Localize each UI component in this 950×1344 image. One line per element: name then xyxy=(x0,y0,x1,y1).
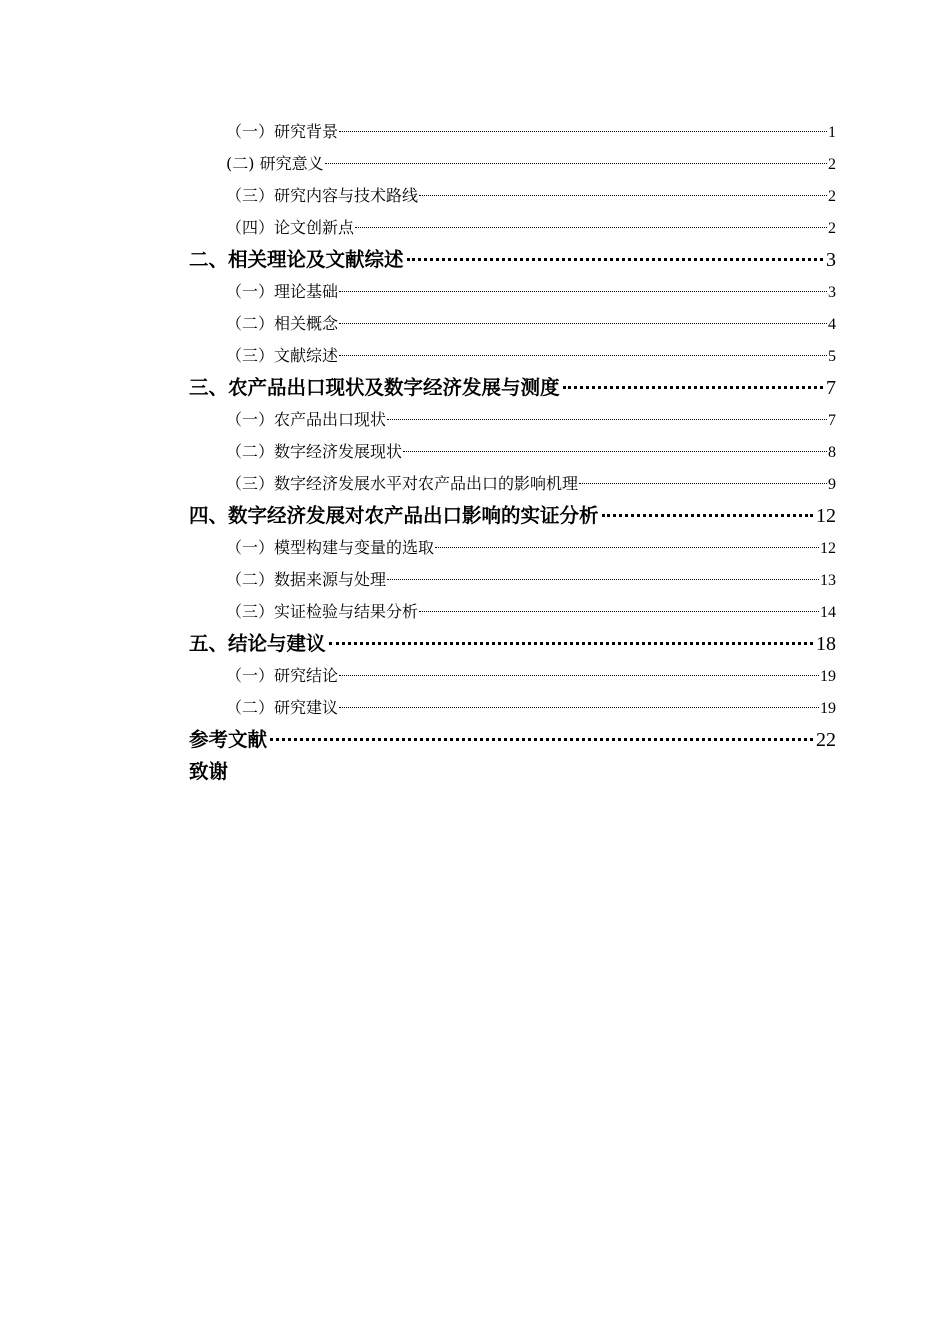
toc-section-title: （二）数据来源与处理 xyxy=(226,570,387,589)
toc-section-title: (二) 研究意义 xyxy=(226,154,324,173)
toc-dot-leader xyxy=(407,258,823,261)
toc-page-number: 13 xyxy=(820,572,836,589)
toc-dot-leader xyxy=(403,451,827,452)
toc-section-entry[interactable] xyxy=(189,340,836,372)
toc-section-title: （二）数字经济发展现状 xyxy=(226,442,403,461)
toc-chapter-entry[interactable] xyxy=(189,244,836,276)
toc-section-entry[interactable] xyxy=(189,116,836,148)
toc-section-title: （一）农产品出口现状 xyxy=(226,410,387,429)
toc-chapter-title: 三、农产品出口现状及数字经济发展与测度 xyxy=(189,376,560,399)
toc-dot-leader xyxy=(339,323,827,324)
toc-section-title: （一）模型构建与变量的选取 xyxy=(226,538,435,557)
toc-dot-leader xyxy=(563,386,823,389)
toc-dot-leader xyxy=(339,675,819,676)
toc-chapter-title: 参考文献 xyxy=(189,728,268,751)
toc-page-number: 14 xyxy=(820,604,836,621)
toc-chapter-title: 二、相关理论及文献综述 xyxy=(189,248,404,271)
toc-page-number: 19 xyxy=(820,700,836,717)
toc-page-number: 7 xyxy=(826,377,836,399)
toc-section-title: （三）文献综述 xyxy=(226,346,339,365)
toc-page-number: 1 xyxy=(828,124,836,141)
toc-section-title: （三）研究内容与技术路线 xyxy=(226,186,419,205)
toc-page-number: 22 xyxy=(816,729,836,751)
toc-section-entry[interactable] xyxy=(189,212,836,244)
toc-dot-leader xyxy=(355,227,827,228)
toc-section-title: （一）研究结论 xyxy=(226,666,339,685)
toc-dot-leader xyxy=(387,579,819,580)
toc-page-number: 5 xyxy=(828,348,836,365)
toc-dot-leader xyxy=(339,355,827,356)
toc-page-number: 9 xyxy=(828,476,836,493)
toc-section-title: （三）数字经济发展水平对农产品出口的影响机理 xyxy=(226,474,579,493)
toc-dot-leader xyxy=(339,707,819,708)
toc-section-title: （四）论文创新点 xyxy=(226,218,355,237)
toc-page-number: 12 xyxy=(816,505,836,527)
toc-dot-leader xyxy=(387,419,827,420)
toc-page-number: 2 xyxy=(828,188,836,205)
toc-section-entry[interactable] xyxy=(189,436,836,468)
toc-section-entry[interactable] xyxy=(189,660,836,692)
toc-dot-leader xyxy=(270,738,813,741)
toc-section-title: （一）理论基础 xyxy=(226,282,339,301)
toc-section-title: （三）实证检验与结果分析 xyxy=(226,602,419,621)
toc-page-number: 18 xyxy=(816,633,836,655)
toc-page-number: 4 xyxy=(828,316,836,333)
toc-chapter-title: 五、结论与建议 xyxy=(189,632,326,655)
toc-chapter-entry[interactable] xyxy=(189,756,836,788)
toc-dot-leader xyxy=(419,195,827,196)
toc-page-number: 19 xyxy=(820,668,836,685)
toc-section-entry[interactable] xyxy=(189,404,836,436)
toc-page-number: 7 xyxy=(828,412,836,429)
toc-section-entry[interactable] xyxy=(189,532,836,564)
toc-section-entry[interactable] xyxy=(189,564,836,596)
toc-section-entry[interactable] xyxy=(189,148,836,180)
toc-page-number: 3 xyxy=(828,284,836,301)
toc-section-entry[interactable] xyxy=(189,180,836,212)
toc-section-title: （二）相关概念 xyxy=(226,314,339,333)
toc-dot-leader xyxy=(329,642,813,645)
toc-section-entry[interactable] xyxy=(189,596,836,628)
toc-section-entry[interactable] xyxy=(189,468,836,500)
toc-chapter-title: 四、数字经济发展对农产品出口影响的实证分析 xyxy=(189,504,599,527)
toc-chapter-entry[interactable] xyxy=(189,724,836,756)
toc-dot-leader xyxy=(339,291,827,292)
toc-chapter-title: 致谢 xyxy=(189,760,229,783)
toc-chapter-entry[interactable] xyxy=(189,500,836,532)
toc-section-title: （一）研究背景 xyxy=(226,122,339,141)
toc-chapter-entry[interactable] xyxy=(189,628,836,660)
toc-section-entry[interactable] xyxy=(189,692,836,724)
toc-chapter-entry[interactable] xyxy=(189,372,836,404)
table-of-contents xyxy=(189,116,836,788)
toc-dot-leader xyxy=(602,514,813,517)
toc-dot-leader xyxy=(419,611,819,612)
toc-section-entry[interactable] xyxy=(189,308,836,340)
toc-page-number: 3 xyxy=(826,249,836,271)
toc-dot-leader xyxy=(579,483,827,484)
toc-section-title: （二）研究建议 xyxy=(226,698,339,717)
toc-page-number: 12 xyxy=(820,540,836,557)
toc-dot-leader xyxy=(435,547,819,548)
toc-page-number: 2 xyxy=(828,156,836,173)
toc-dot-leader xyxy=(339,131,827,132)
toc-section-entry[interactable] xyxy=(189,276,836,308)
toc-page-number: 8 xyxy=(828,444,836,461)
toc-dot-leader xyxy=(325,163,827,164)
toc-page-number: 2 xyxy=(828,220,836,237)
